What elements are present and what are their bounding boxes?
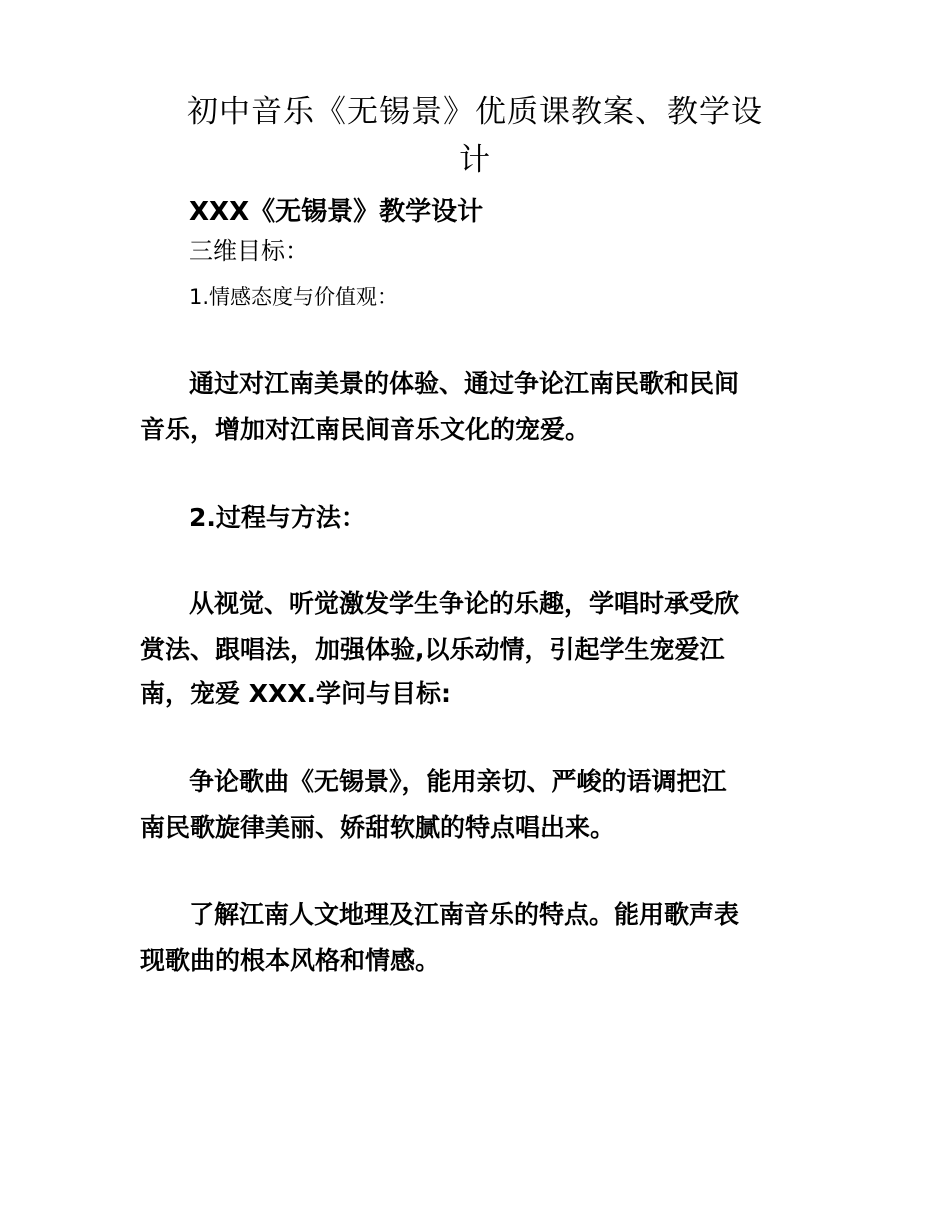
paragraph-1-line-1: 通过对江南美景的体验、通过争论江南民歌和民间	[189, 369, 740, 398]
document-subtitle: XXX《无锡景》教学设计	[189, 197, 484, 227]
item-heading-emotion: 1.情感态度与价值观：	[189, 285, 399, 309]
paragraph-2-line-2: 赏法、跟唱法，加强体验,以乐动情，引起学生宠爱江	[140, 635, 725, 664]
paragraph-4-line-2: 现歌曲的根本风格和情感。	[140, 946, 441, 975]
document-title-line-1: 初中音乐《无锡景》优质课教案、教学设	[187, 94, 763, 130]
item-heading-process: 2.过程与方法：	[189, 503, 366, 532]
paragraph-2-line-1: 从视觉、听觉激发学生争论的乐趣，学唱时承受欣	[189, 589, 740, 618]
paragraph-2-line-3: 南，宠爱 XXX.学问与目标:	[140, 679, 452, 708]
paragraph-3-line-2: 南民歌旋律美丽、娇甜软腻的特点唱出来。	[140, 813, 616, 842]
document-title-line-2: 计	[459, 142, 491, 178]
paragraph-1-line-2: 音乐，增加对江南民间音乐文化的宠爱。	[140, 415, 591, 444]
paragraph-3-line-1: 争论歌曲《无锡景》，能用亲切、严峻的语调把江	[189, 767, 727, 796]
paragraph-4-line-1: 了解江南人文地理及江南音乐的特点。能用歌声表	[189, 900, 740, 929]
section-heading-objectives: 三维目标：	[189, 237, 309, 265]
